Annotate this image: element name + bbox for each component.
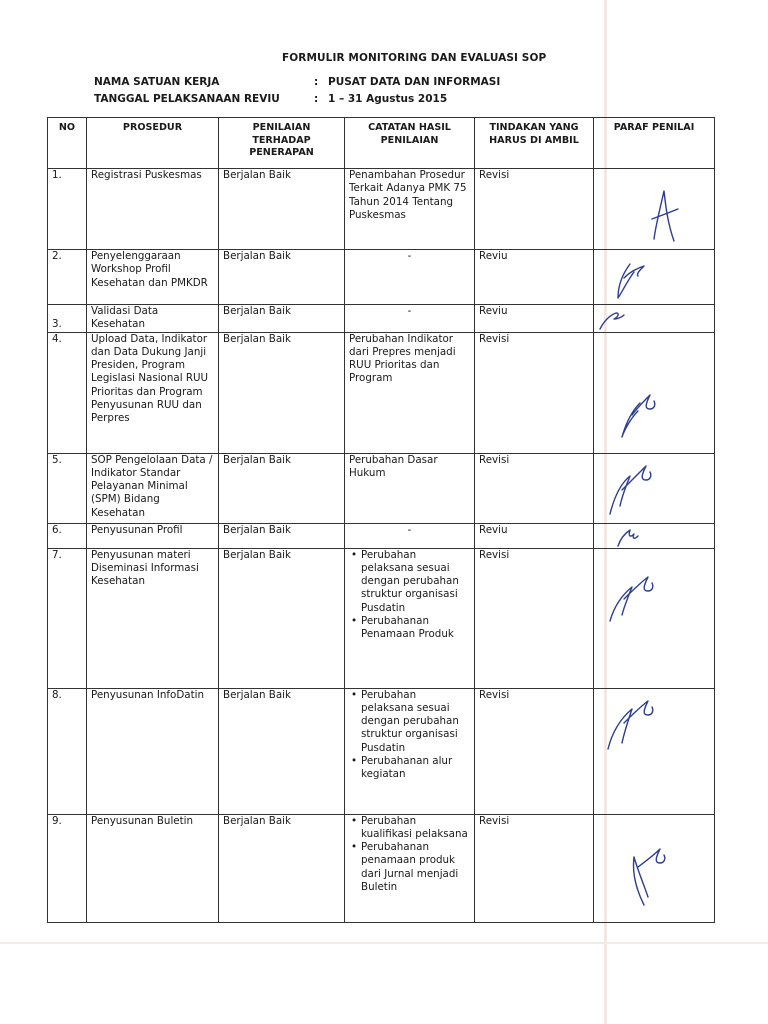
catatan-list — [349, 549, 470, 642]
cell-penilaian: Berjalan Baik — [219, 523, 345, 548]
cell-no: 7. — [48, 548, 87, 688]
cell-paraf — [594, 305, 715, 333]
cell-tindakan: Revisi — [475, 453, 594, 523]
list-item: • Perubahan pelaksana sesuai dengan perubahan struktur organisasi Pusdatin — [361, 549, 470, 615]
table-row — [48, 453, 715, 523]
cell-no: 3. — [48, 305, 87, 333]
cell-catatan: Perubahan Dasar Hukum — [345, 453, 475, 523]
cell-prosedur: Penyusunan Buletin — [87, 814, 219, 922]
signature-mark — [594, 169, 714, 250]
meta-satuan-kerja — [94, 76, 500, 88]
table-row — [48, 688, 715, 814]
meta-value: 1 – 31 Agustus 2015 — [328, 93, 448, 105]
list-item: • Perubahanan alur kegiatan — [361, 755, 470, 782]
cell-tindakan: Revisi — [475, 169, 594, 250]
cell-prosedur: Penyelenggaraan Workshop Profil Kesehatan dan PMKDR — [87, 250, 219, 305]
cell-catatan — [345, 548, 475, 688]
cell-no: 2. — [48, 250, 87, 305]
cell-catatan — [345, 814, 475, 922]
signature-mark — [594, 454, 714, 524]
signature-mark — [594, 333, 714, 454]
cell-paraf — [594, 453, 715, 523]
cell-penilaian: Berjalan Baik — [219, 453, 345, 523]
list-item: • Perubahanan Penamaan Produk — [361, 615, 470, 642]
table-row — [48, 523, 715, 548]
cell-catatan: - — [345, 523, 475, 548]
page-bottom-edge — [0, 942, 768, 944]
header-catatan: CATATAN HASIL PENILAIAN — [345, 118, 475, 169]
list-item: • Perubahan kualifikasi pelaksana — [361, 815, 470, 842]
catatan-list — [349, 815, 470, 895]
cell-catatan: Penambahan Prosedur Terkait Adanya PMK 75 Tahun 2014 Tentang Puskesmas — [345, 169, 475, 250]
list-item: • Perubahan pelaksana sesuai dengan perubahan struktur organisasi Pusdatin — [361, 689, 470, 755]
cell-prosedur: Penyusunan InfoDatin — [87, 688, 219, 814]
meta-colon: : — [314, 76, 319, 88]
header-tindakan: TINDAKAN YANG HARUS DI AMBIL — [475, 118, 594, 169]
cell-tindakan: Reviu — [475, 250, 594, 305]
signature-mark — [594, 305, 714, 332]
table-row — [48, 169, 715, 250]
table-row — [48, 250, 715, 305]
table-row — [48, 548, 715, 688]
meta-tanggal-reviu — [94, 93, 447, 105]
document-title: FORMULIR MONITORING DAN EVALUASI SOP — [282, 52, 547, 64]
meta-colon: : — [314, 93, 319, 105]
cell-penilaian: Berjalan Baik — [219, 332, 345, 453]
cell-prosedur: Upload Data, Indikator dan Data Dukung Janji Presiden, Program Legislasi Nasional RUU Prioritas dan Program Penyusunan RUU dan Perpres — [87, 332, 219, 453]
meta-label: TANGGAL PELAKSANAAN REVIU — [94, 93, 280, 105]
table-row — [48, 332, 715, 453]
cell-paraf — [594, 523, 715, 548]
table-header-row — [48, 118, 715, 169]
meta-value: PUSAT DATA DAN INFORMASI — [328, 76, 501, 88]
cell-prosedur: Registrasi Puskesmas — [87, 169, 219, 250]
cell-paraf — [594, 250, 715, 305]
signature-mark — [594, 689, 714, 815]
cell-catatan: - — [345, 305, 475, 333]
header-no: NO — [48, 118, 87, 169]
cell-catatan: Perubahan Indikator dari Prepres menjadi RUU Prioritas dan Program — [345, 332, 475, 453]
signature-mark — [594, 250, 714, 305]
cell-tindakan: Revisi — [475, 548, 594, 688]
cell-penilaian: Berjalan Baik — [219, 169, 345, 250]
cell-prosedur: Penyusunan Profil — [87, 523, 219, 548]
cell-tindakan: Revisi — [475, 688, 594, 814]
cell-tindakan: Revisi — [475, 814, 594, 922]
cell-no: 9. — [48, 814, 87, 922]
list-item: • Perubahanan penamaan produk dari Jurnal menjadi Buletin — [361, 841, 470, 894]
cell-catatan: - — [345, 250, 475, 305]
table-row — [48, 814, 715, 922]
cell-tindakan: Revisi — [475, 332, 594, 453]
cell-paraf — [594, 169, 715, 250]
cell-penilaian: Berjalan Baik — [219, 250, 345, 305]
cell-prosedur: Validasi Data Kesehatan — [87, 305, 219, 333]
sop-evaluation-table — [47, 117, 715, 923]
cell-paraf — [594, 814, 715, 922]
catatan-list — [349, 689, 470, 782]
cell-paraf — [594, 548, 715, 688]
cell-paraf — [594, 332, 715, 453]
cell-no: 1. — [48, 169, 87, 250]
cell-paraf — [594, 688, 715, 814]
cell-no: 6. — [48, 523, 87, 548]
header-penilaian: PENILAIAN TERHADAP PENERAPAN — [219, 118, 345, 169]
signature-mark — [594, 524, 714, 549]
cell-no: 5. — [48, 453, 87, 523]
cell-no: 8. — [48, 688, 87, 814]
cell-penilaian: Berjalan Baik — [219, 305, 345, 333]
meta-label: NAMA SATUAN KERJA — [94, 76, 220, 88]
cell-catatan — [345, 688, 475, 814]
table-row — [48, 305, 715, 333]
signature-mark — [594, 815, 714, 923]
signature-mark — [594, 549, 714, 689]
cell-tindakan: Reviu — [475, 305, 594, 333]
header-paraf: PARAF PENILAI — [594, 118, 715, 169]
cell-tindakan: Reviu — [475, 523, 594, 548]
cell-prosedur: SOP Pengelolaan Data / Indikator Standar Pelayanan Minimal (SPM) Bidang Kesehatan — [87, 453, 219, 523]
cell-no: 4. — [48, 332, 87, 453]
header-prosedur: PROSEDUR — [87, 118, 219, 169]
cell-penilaian: Berjalan Baik — [219, 548, 345, 688]
cell-penilaian: Berjalan Baik — [219, 688, 345, 814]
cell-penilaian: Berjalan Baik — [219, 814, 345, 922]
cell-prosedur: Penyusunan materi Diseminasi Informasi Kesehatan — [87, 548, 219, 688]
